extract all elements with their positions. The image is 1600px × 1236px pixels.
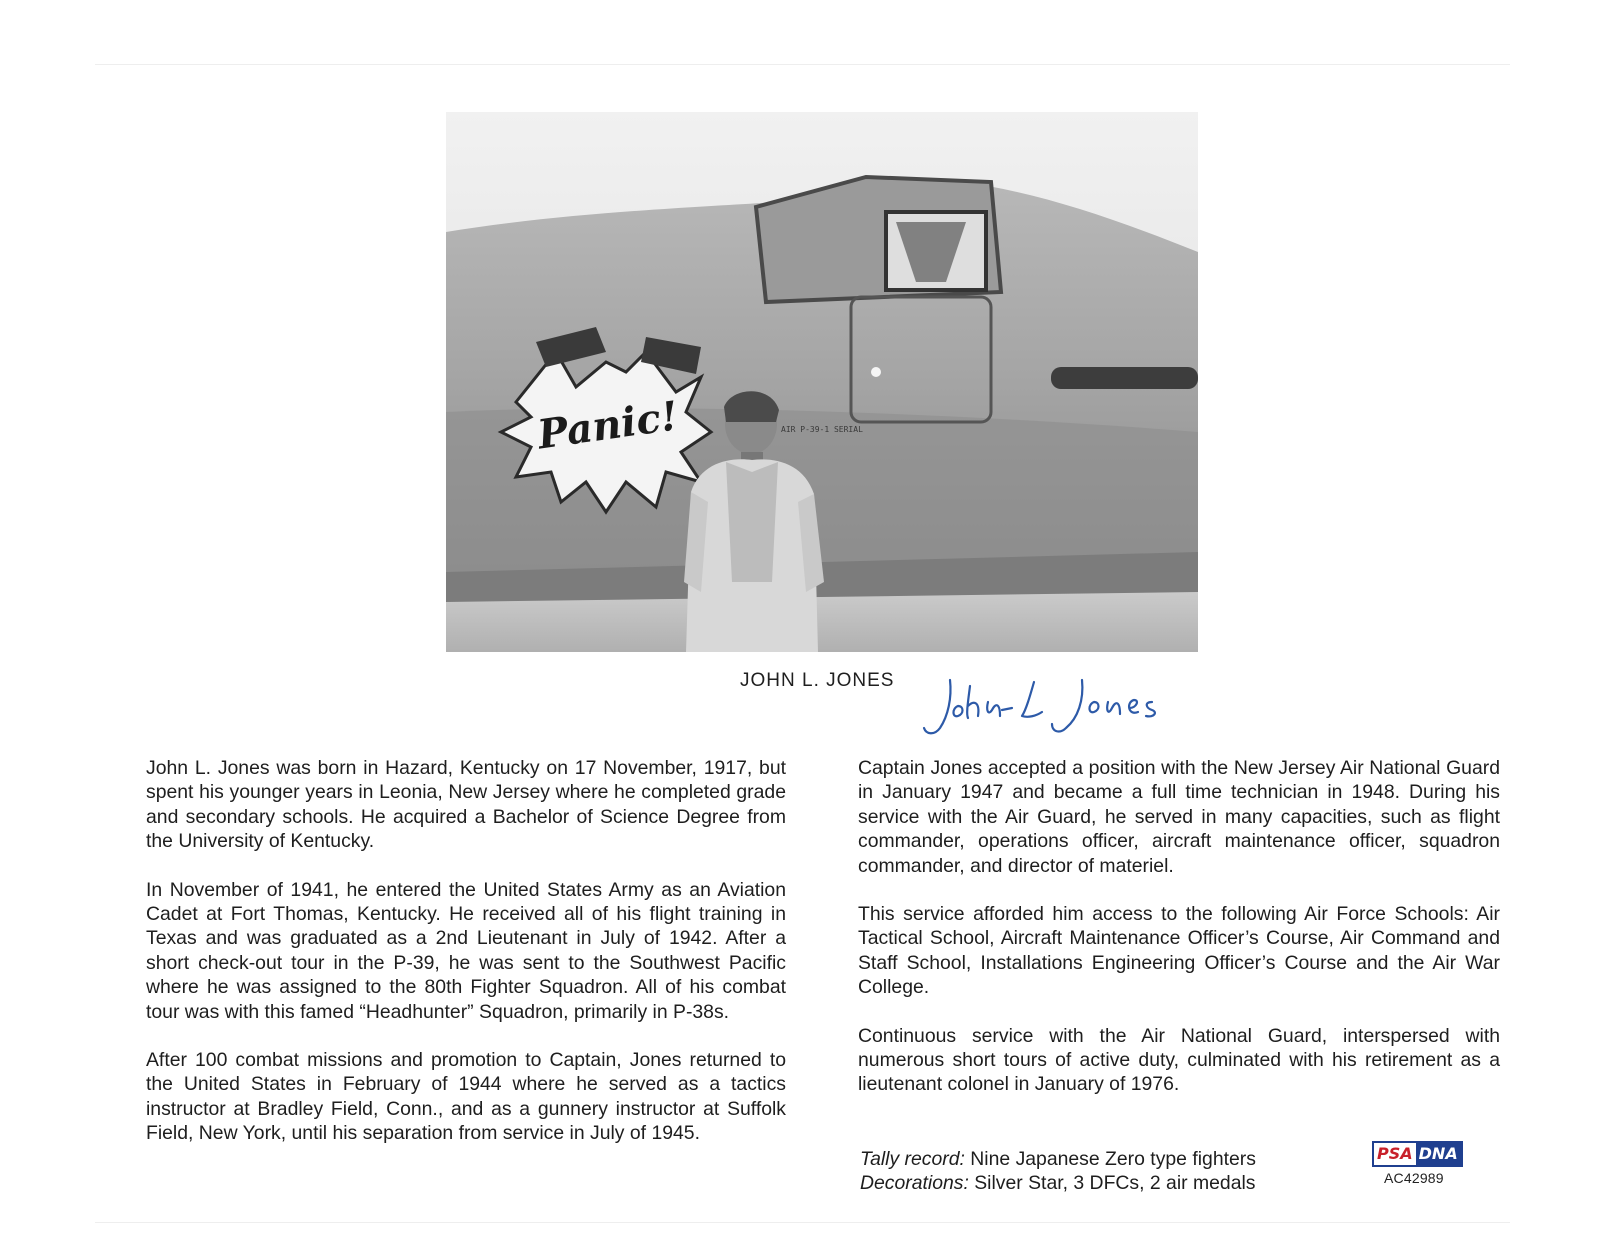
- biography-right-column: [858, 756, 1500, 1121]
- pilot-photo: [446, 112, 1198, 652]
- tally-record-line: [860, 1147, 1256, 1171]
- bottom-divider: [95, 1222, 1510, 1223]
- certificate-number: AC42989: [1384, 1170, 1444, 1186]
- biography-left-column: [146, 756, 786, 1170]
- dna-logo-text: DNA: [1416, 1143, 1461, 1165]
- aircraft-stencil: AIR P-39-1 SERIAL: [781, 425, 863, 434]
- decorations-label: Decorations:: [860, 1172, 969, 1194]
- nose-art-text: Panic!: [534, 392, 682, 459]
- psa-dna-logo: [1372, 1141, 1463, 1167]
- autograph-signature: [918, 672, 1198, 752]
- bio-paragraph: John L. Jones was born in Hazard, Kentucky on 17 November, 1917, but spent his younger years in Leonia, New Jersey where he completed grade and secondary schools. He acquired a Bachelor of Science Degree from the University of Kentucky.: [146, 757, 786, 853]
- bio-paragraph: After 100 combat missions and promotion to Captain, Jones returned to the United States in February of 1944 where he served as a tactics instructor at Bradley Field, Conn., and as a gunnery instructor at Suffolk Field, New York, until his separation from service in July of 1945.: [146, 1049, 786, 1145]
- top-divider: [95, 64, 1510, 65]
- tally-record-label: Tally record:: [860, 1148, 965, 1170]
- decorations-line: [860, 1171, 1256, 1195]
- bio-paragraph: Captain Jones accepted a position with the New Jersey Air National Guard in January 1947 and became a full time technician in 1948. During his service with the Air Guard, he served in many capacities, such as flight commander, operations officer, aircraft maintenance officer, squadron commander, and director of materiel.: [858, 757, 1500, 877]
- photo-caption: JOHN L. JONES: [740, 670, 895, 691]
- psa-logo-text: PSA: [1374, 1143, 1416, 1165]
- signature-text: John L Jones: [918, 672, 924, 673]
- bio-paragraph: This service afforded him access to the following Air Force Schools: Air Tactical School, Aircraft Maintenance Officer’s Course, Air Command and Staff School, Installations Engineering Officer’s Course and the Air War College.: [858, 903, 1500, 999]
- tally-block: [860, 1147, 1256, 1195]
- bio-paragraph: In November of 1941, he entered the United States Army as an Aviation Cadet at Fort Thomas, Kentucky. He received all of his flight training in Texas and was graduated as a 2nd Lieutenant in July of 1942. After a short check-out tour in the P-39, he was sent to the Southwest Pacific where he was assigned to the 80th Fighter Squadron. All of his combat tour was with this famed “Headhunter” Squadron, primarily in P-38s.: [146, 878, 786, 1023]
- decorations-value: Silver Star, 3 DFCs, 2 air medals: [974, 1172, 1256, 1194]
- tally-record-value: Nine Japanese Zero type fighters: [970, 1148, 1256, 1170]
- bio-paragraph: Continuous service with the Air National Guard, interspersed with numerous short tours of active duty, culminated with his retirement as a lieutenant colonel in January of 1976.: [858, 1024, 1500, 1096]
